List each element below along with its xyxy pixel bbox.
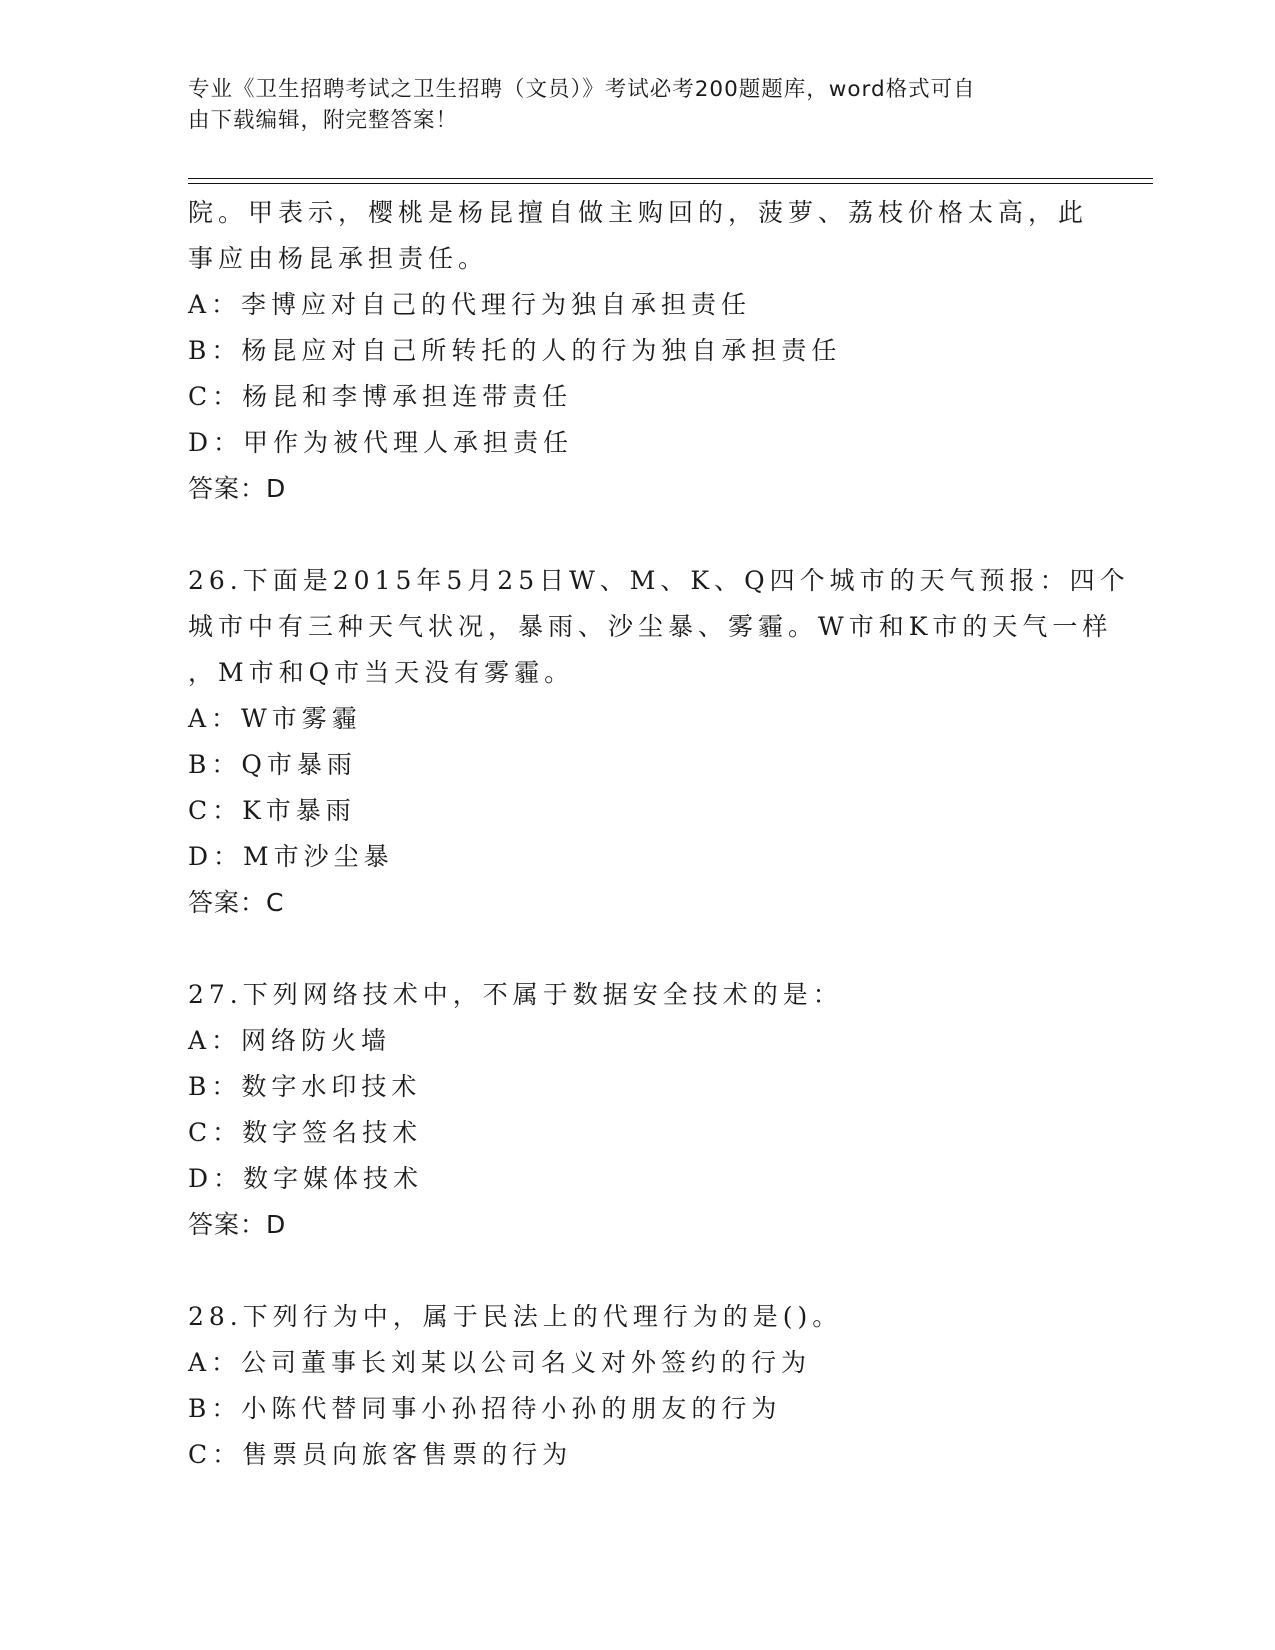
option-b: B：小陈代替同事小孙招待小孙的朋友的行为 <box>188 1394 782 1423</box>
header-line-2: 由下载编辑，附完整答案！ <box>188 108 459 133</box>
question-text-line: 事应由杨昆承担责任。 <box>188 244 489 273</box>
option-a: A：网络防火墙 <box>188 1026 392 1055</box>
question-text-line: 27.下列网络技术中，不属于数据安全技术的是： <box>188 980 843 1009</box>
question-text-line: ，M市和Q市当天没有雾霾。 <box>188 658 575 687</box>
question-continuation <box>188 190 1088 512</box>
option-b: B：Q市暴雨 <box>188 750 357 779</box>
spacer <box>188 926 1088 972</box>
option-d: D：M市沙尘暴 <box>188 842 394 871</box>
spacer <box>188 512 1088 558</box>
option-c: C：杨昆和李博承担连带责任 <box>188 382 573 411</box>
document-body <box>188 190 1130 1478</box>
option-a: A：W市雾霾 <box>188 704 362 733</box>
question-text-line: 28.下列行为中，属于民法上的代理行为的是()。 <box>188 1302 843 1331</box>
spacer <box>188 1248 1088 1294</box>
option-a: A：公司董事长刘某以公司名义对外签约的行为 <box>188 1348 812 1377</box>
option-d: D：数字媒体技术 <box>188 1164 424 1193</box>
answer: 答案：C <box>188 888 285 917</box>
question-27 <box>188 972 1088 1248</box>
answer: 答案：D <box>188 1210 287 1239</box>
option-c: C：K市暴雨 <box>188 796 356 825</box>
header-divider-top <box>188 178 1153 179</box>
option-c: C：数字签名技术 <box>188 1118 423 1147</box>
option-d: D：甲作为被代理人承担责任 <box>188 428 574 457</box>
header-divider-bottom <box>188 183 1153 184</box>
question-28 <box>188 1294 1088 1478</box>
question-text-line: 26.下面是2015年5月25日W、M、K、Q四个城市的天气预报：四个 <box>188 566 1130 595</box>
answer: 答案：D <box>188 474 287 503</box>
question-text-line: 院。甲表示，樱桃是杨昆擅自做主购回的，菠萝、荔枝价格太高，此 <box>188 198 1089 227</box>
header-line-1: 专业《卫生招聘考试之卫生招聘（文员）》考试必考200题题库，word格式可自 <box>188 77 976 102</box>
option-b: B：杨昆应对自己所转托的人的行为独自承担责任 <box>188 336 842 365</box>
question-26 <box>188 558 1130 926</box>
question-text-line: 城市中有三种天气状况，暴雨、沙尘暴、雾霾。W市和K市的天气一样 <box>188 612 1113 641</box>
document-header <box>188 74 1068 136</box>
option-c: C：售票员向旅客售票的行为 <box>188 1440 573 1469</box>
option-b: B：数字水印技术 <box>188 1072 422 1101</box>
option-a: A：李博应对自己的代理行为独自承担责任 <box>188 290 752 319</box>
